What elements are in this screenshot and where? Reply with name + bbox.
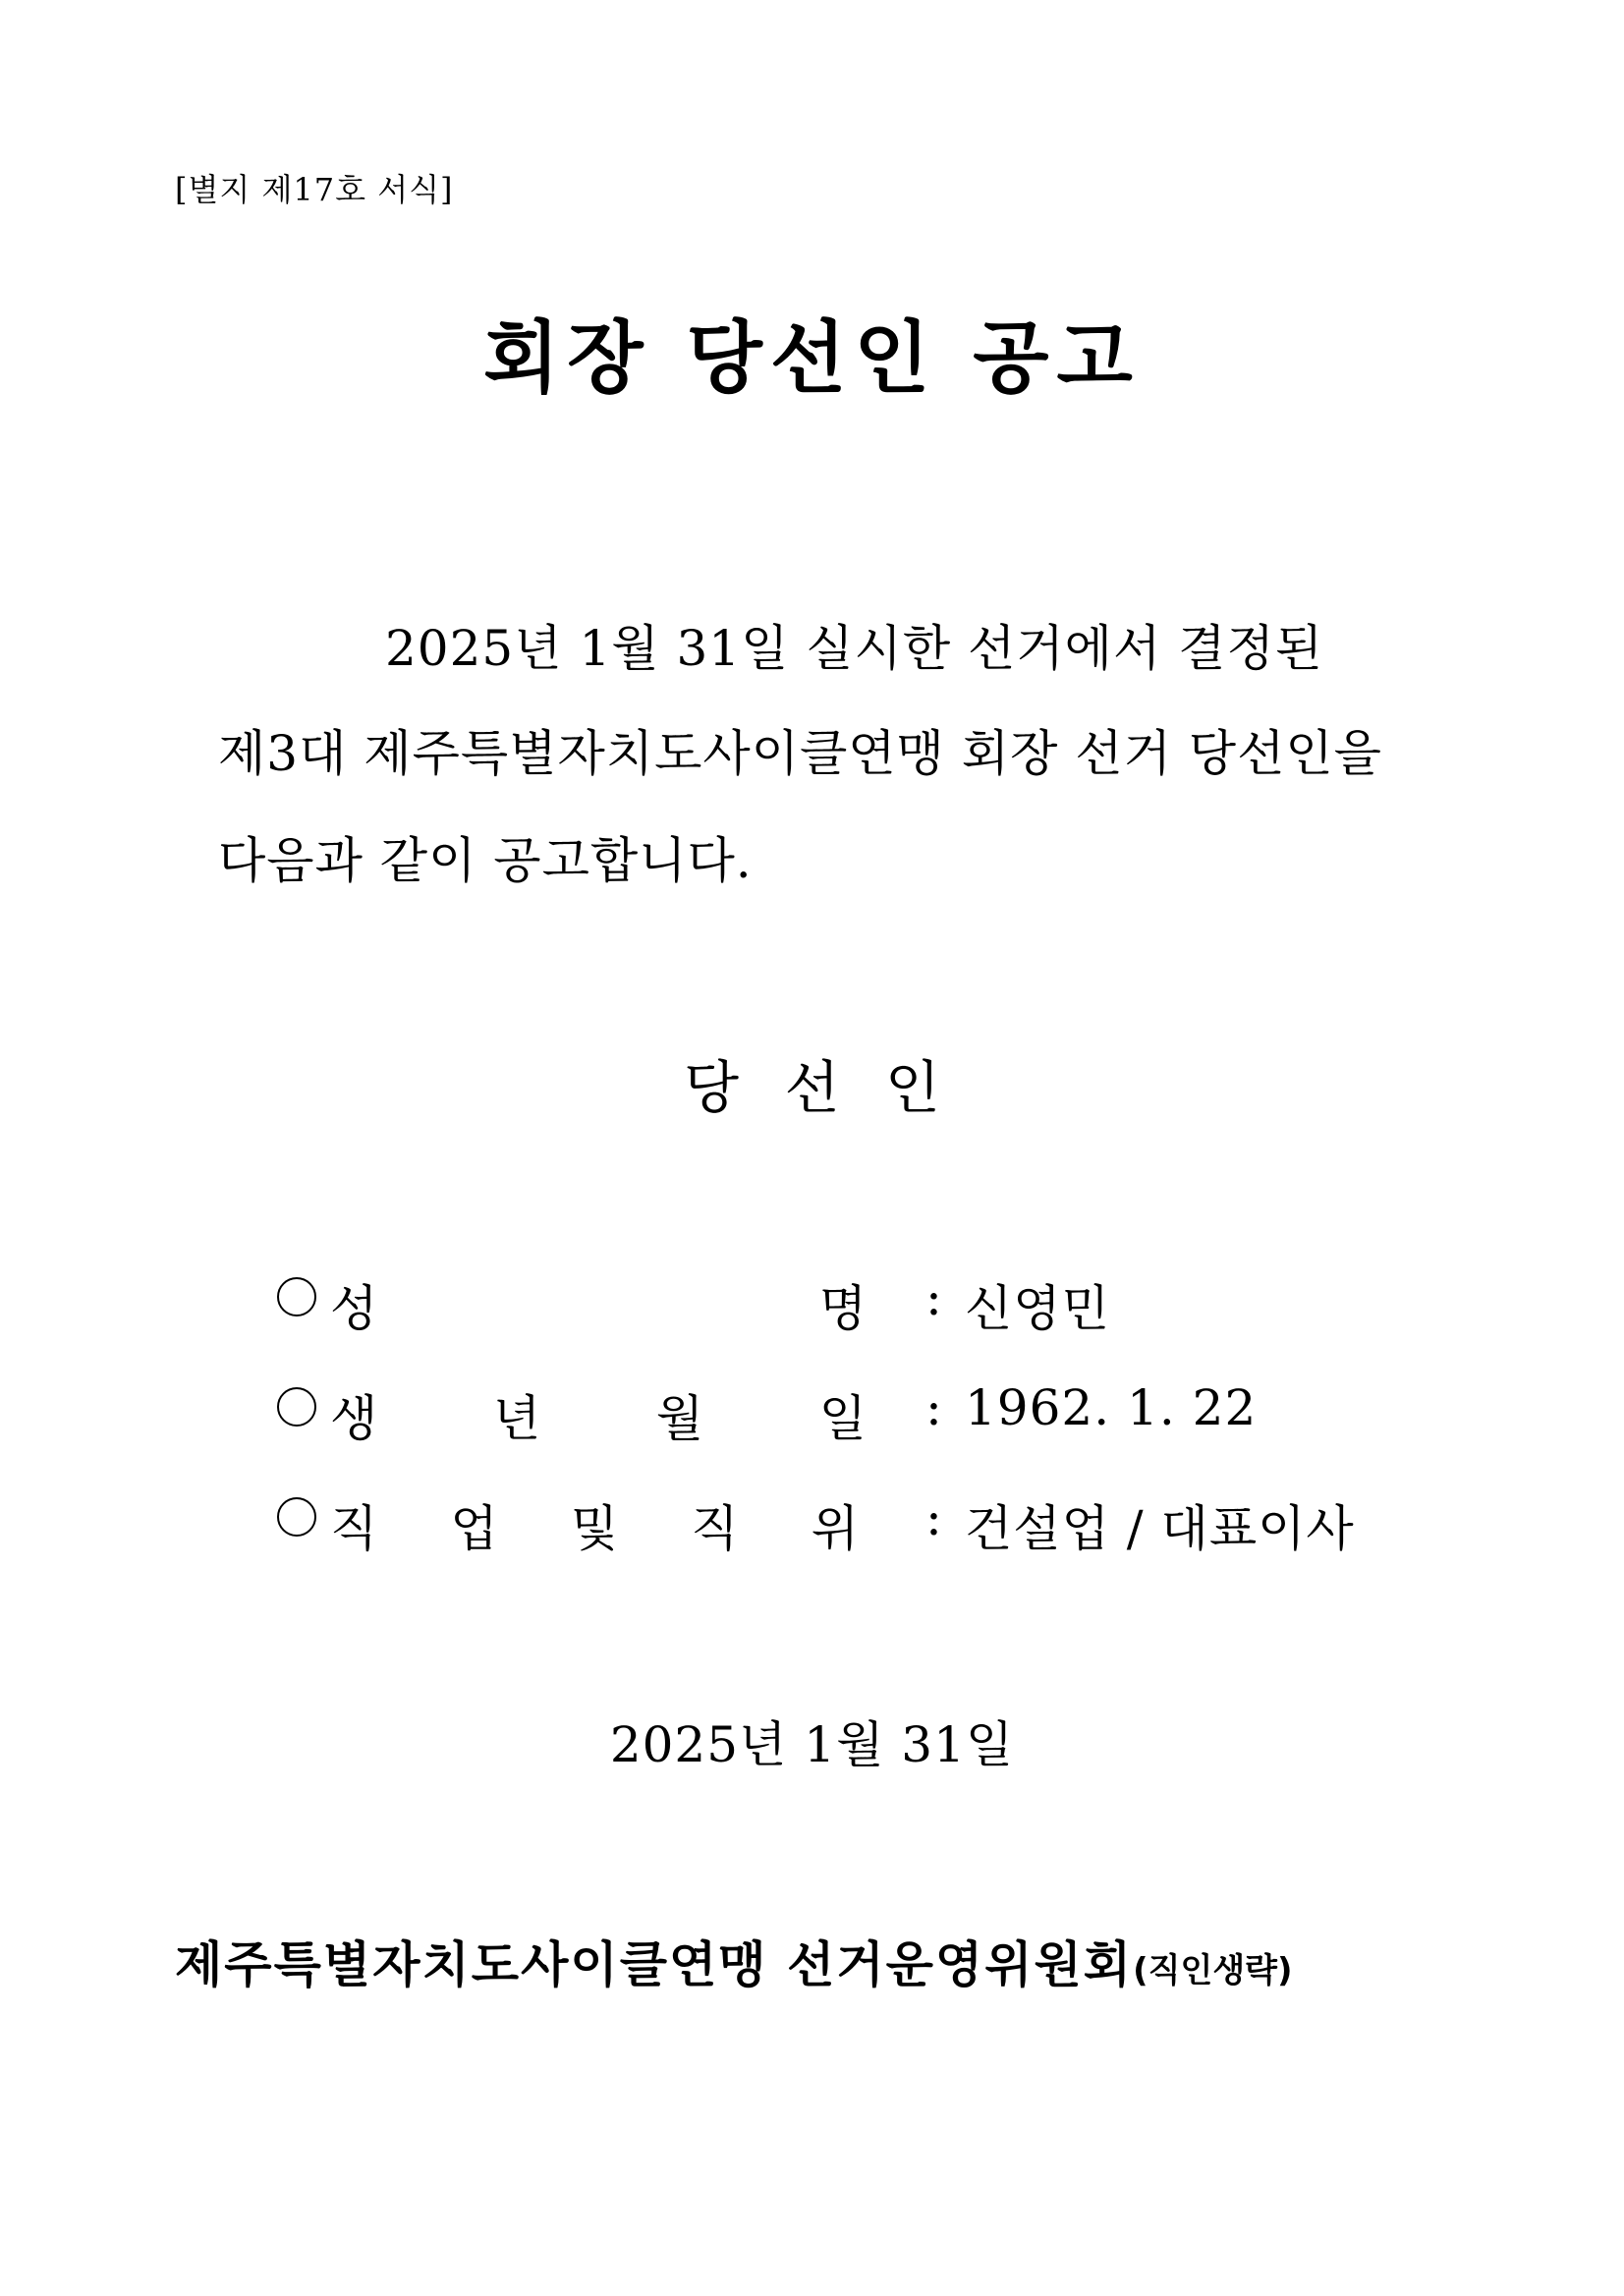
label-char: 월 <box>655 1390 704 1447</box>
field-label-occupation <box>330 1489 859 1560</box>
field-value-occupation: 건설업 / 대표이사 <box>965 1500 1355 1557</box>
circle-bullet-icon <box>277 1387 316 1427</box>
field-colon: : <box>925 1379 942 1436</box>
section-heading: 당선인 <box>684 1054 986 1121</box>
seal-omitted-note: (직인생략) <box>1133 1951 1293 1990</box>
label-char: 명 <box>818 1280 867 1337</box>
circle-bullet-icon <box>277 1497 316 1537</box>
field-colon: : <box>925 1269 942 1326</box>
document-title: 회장 당선인 공고 <box>483 312 1141 404</box>
field-label-birthdate <box>330 1379 867 1450</box>
label-char: 및 <box>570 1500 619 1557</box>
field-colon: : <box>925 1489 942 1546</box>
committee-name: 제주특별자치도사이클연맹 선거운영위원회 <box>175 1936 1134 1993</box>
label-char: 년 <box>492 1390 541 1447</box>
label-char: 직 <box>691 1500 739 1557</box>
circle-bullet-icon <box>277 1277 316 1316</box>
form-label: [별지 제17호 서식] <box>175 171 454 208</box>
label-char: 일 <box>818 1390 867 1447</box>
body-line-2: 제3대 제주특별자치도사이클연맹 회장 선거 당선인을 <box>218 725 1382 782</box>
committee-signature <box>175 1926 1293 1996</box>
announcement-date: 2025년 1월 31일 <box>609 1716 1015 1773</box>
field-value-birthdate: 1962. 1. 22 <box>965 1379 1258 1436</box>
body-line-3: 다음과 같이 공고합니다. <box>218 832 753 889</box>
body-line-1: 2025년 1월 31일 실시한 선거에서 결정된 <box>385 620 1324 677</box>
field-value-name: 신영민 <box>965 1280 1110 1337</box>
label-char: 업 <box>450 1500 498 1557</box>
label-char: 직 <box>330 1500 378 1557</box>
label-char: 생 <box>330 1390 378 1447</box>
field-label-name <box>330 1269 867 1340</box>
label-char: 성 <box>330 1280 378 1337</box>
label-char: 위 <box>811 1500 859 1557</box>
